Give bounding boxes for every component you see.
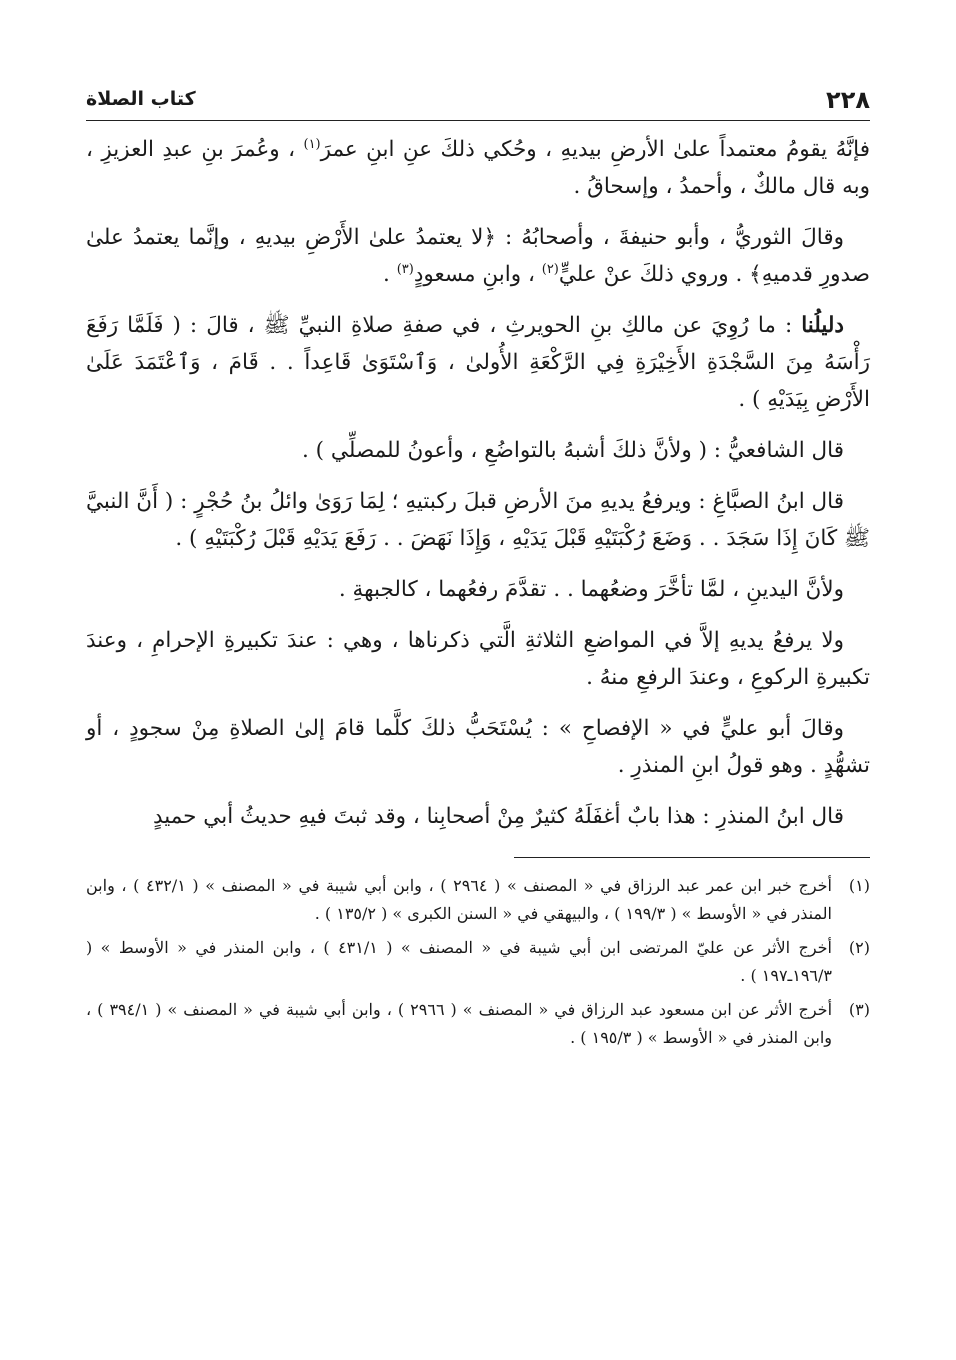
running-title: كتاب الصلاة (86, 88, 196, 110)
footnote-3-text: أخرج الأثر عن ابن مسعود عبد الرزاق في « المصنف » ( ٢٩٦٦ ) ، وابن أبي شيبة في « المصنف » ( ٣٩٤/١ ) ، وابن المنذر في « الأوسط » ( ١٩٥/٣ ) . (86, 1000, 833, 1047)
footnote-1-number: (١) (848, 876, 870, 895)
paragraph-1-text-a: فإنَّهُ يقومُ معتمداً علىٰ الأرضِ بيديهِ ، وحُكي ذلكَ عنِ ابنِ عمرَ (320, 137, 870, 162)
paragraph-1 (86, 131, 870, 205)
paragraph-2 (86, 219, 870, 293)
footnote-3 (86, 996, 870, 1052)
paragraph-3-lead: دليلُنا (801, 313, 844, 338)
footnote-divider (514, 857, 870, 858)
page-header (86, 80, 870, 121)
footnote-3-number: (٣) (848, 1000, 870, 1019)
footnote-ref-1[interactable]: (١) (303, 136, 321, 152)
paragraph-9: قال ابنُ المنذرِ : هذا بابٌ أغفَلَهُ كثيرٌ مِنْ أصحابِنا ، وقد ثبتَ فيهِ حديثُ أبي حميدٍ (152, 804, 844, 829)
footnote-ref-3[interactable]: (٣) (396, 261, 414, 277)
book-page (86, 80, 870, 1320)
paragraph-7: ولا يرفعُ يديهِ إلاَّ في المواضعِ الثلاثةِ الَّتي ذكرناها ، وهي : عندَ تكبيرةِ الإحرامِ ، وعندَ تكبيرةِ الركوعِ ، وعندَ الرفعِ منهُ . (86, 628, 870, 690)
paragraph-2-text-b: ، وابنِ مسعودٍ (413, 262, 542, 287)
footnote-2-text: أخرج الأثر عن عليّ المرتضى ابن أبي شيبة في « المصنف » ( ٤٣١/١ ) ، وابن المنذر في « الأوسط » ( ١٩٦/٣ـ١٩٧ ) . (86, 938, 833, 985)
paragraph-4: قال الشافعيُّ : ( ولأنَّ ذلكَ أشبهُ بالتواضُعِ ، وأعونُ للمصلِّي ) . (302, 438, 844, 463)
paragraph-6: ولأنَّ اليدينِ ، لمَّا تأخَّرَ وضعُهما . . تقدَّمَ رفعُهما ، كالجبهةِ . (338, 577, 844, 602)
paragraph-1-text-b: ، وعُمرَ بنِ عبدِ العزيزِ ، وبه قال مالكٌ ، وأحمدُ ، وإسحاقُ . (86, 137, 870, 199)
footnote-2-number: (٢) (848, 938, 870, 957)
footnote-ref-2[interactable]: (٢) (541, 261, 559, 277)
paragraph-3 (86, 307, 870, 418)
paragraph-2-text-a: وقالَ الثوريُّ ، وأبو حنيفةَ ، وأصحابُهُ : ﴿لا يعتمدُ علىٰ الأَرْضِ بيديهِ ، وإنَّما يعتمدُ علىٰ صدورِ قدميهِ﴾ . وروي ذلكَ عنْ عليٍّ (86, 225, 870, 287)
paragraph-5: قال ابنُ الصبَّاغِ : ويرفعُ يديهِ منَ الأرضِ قبلَ ركبتيهِ ؛ لِمَا رَوَىٰ وائلُ بنُ حُجْرٍ : ( أَنَّ النبيَّ ﷺ كَانَ إِذَا سَجَدَ . . وَضَعَ رُكْبَتَيْهِ قَبْلَ يَدَيْهِ ، وَإِذَا نَهَضَ . . رَفَعَ يَدَيْهِ قَبْلَ رُكْبَتَيْهِ ) . (86, 489, 870, 551)
paragraph-2-text-c: . (383, 262, 397, 287)
paragraph-3-text: : ما رُوِيَ عن مالكِ بنِ الحويرثِ ، في صفةِ صلاةِ النبيِّ ﷺ ، قالَ : ( فَلَمَّا رَفَعَ رَأْسَهُ مِنَ السَّجْدَةِ الأَخِيْرَةِ فِي الرَّكْعَةِ الأُولىٰ ، وَٱسْتَوَىٰ قَاعِداً . . قَامَ ، وَٱعْتَمَدَ عَلَىٰ الأَرْضِ بِيَدَيْهِ ) . (86, 313, 870, 412)
paragraph-8: وقالَ أبو عليٍّ في « الإفصاحِ » : يُسْتَحَبُّ ذلكَ كلَّما قامَ إلىٰ الصلاةِ مِنْ سجودٍ ، أو تشهُّدٍ . وهو قولُ ابنِ المنذرِ . (86, 716, 870, 778)
footnote-1 (86, 872, 870, 928)
footnote-2 (86, 934, 870, 990)
page-number: ٢٢٨ (826, 86, 870, 114)
main-text (86, 131, 870, 835)
footnote-1-text: أخرج خبر ابن عمر عبد الرزاق في « المصنف » ( ٢٩٦٤ ) ، وابن أبي شيبة في « المصنف » ( ٤٣٢/١ ) ، وابن المنذر في « الأوسط » ( ١٩٩/٣ ) ، والبيهقي في « السنن الكبرى » ( ١٣٥/٢ ) . (86, 876, 833, 923)
footnotes (86, 872, 870, 1052)
